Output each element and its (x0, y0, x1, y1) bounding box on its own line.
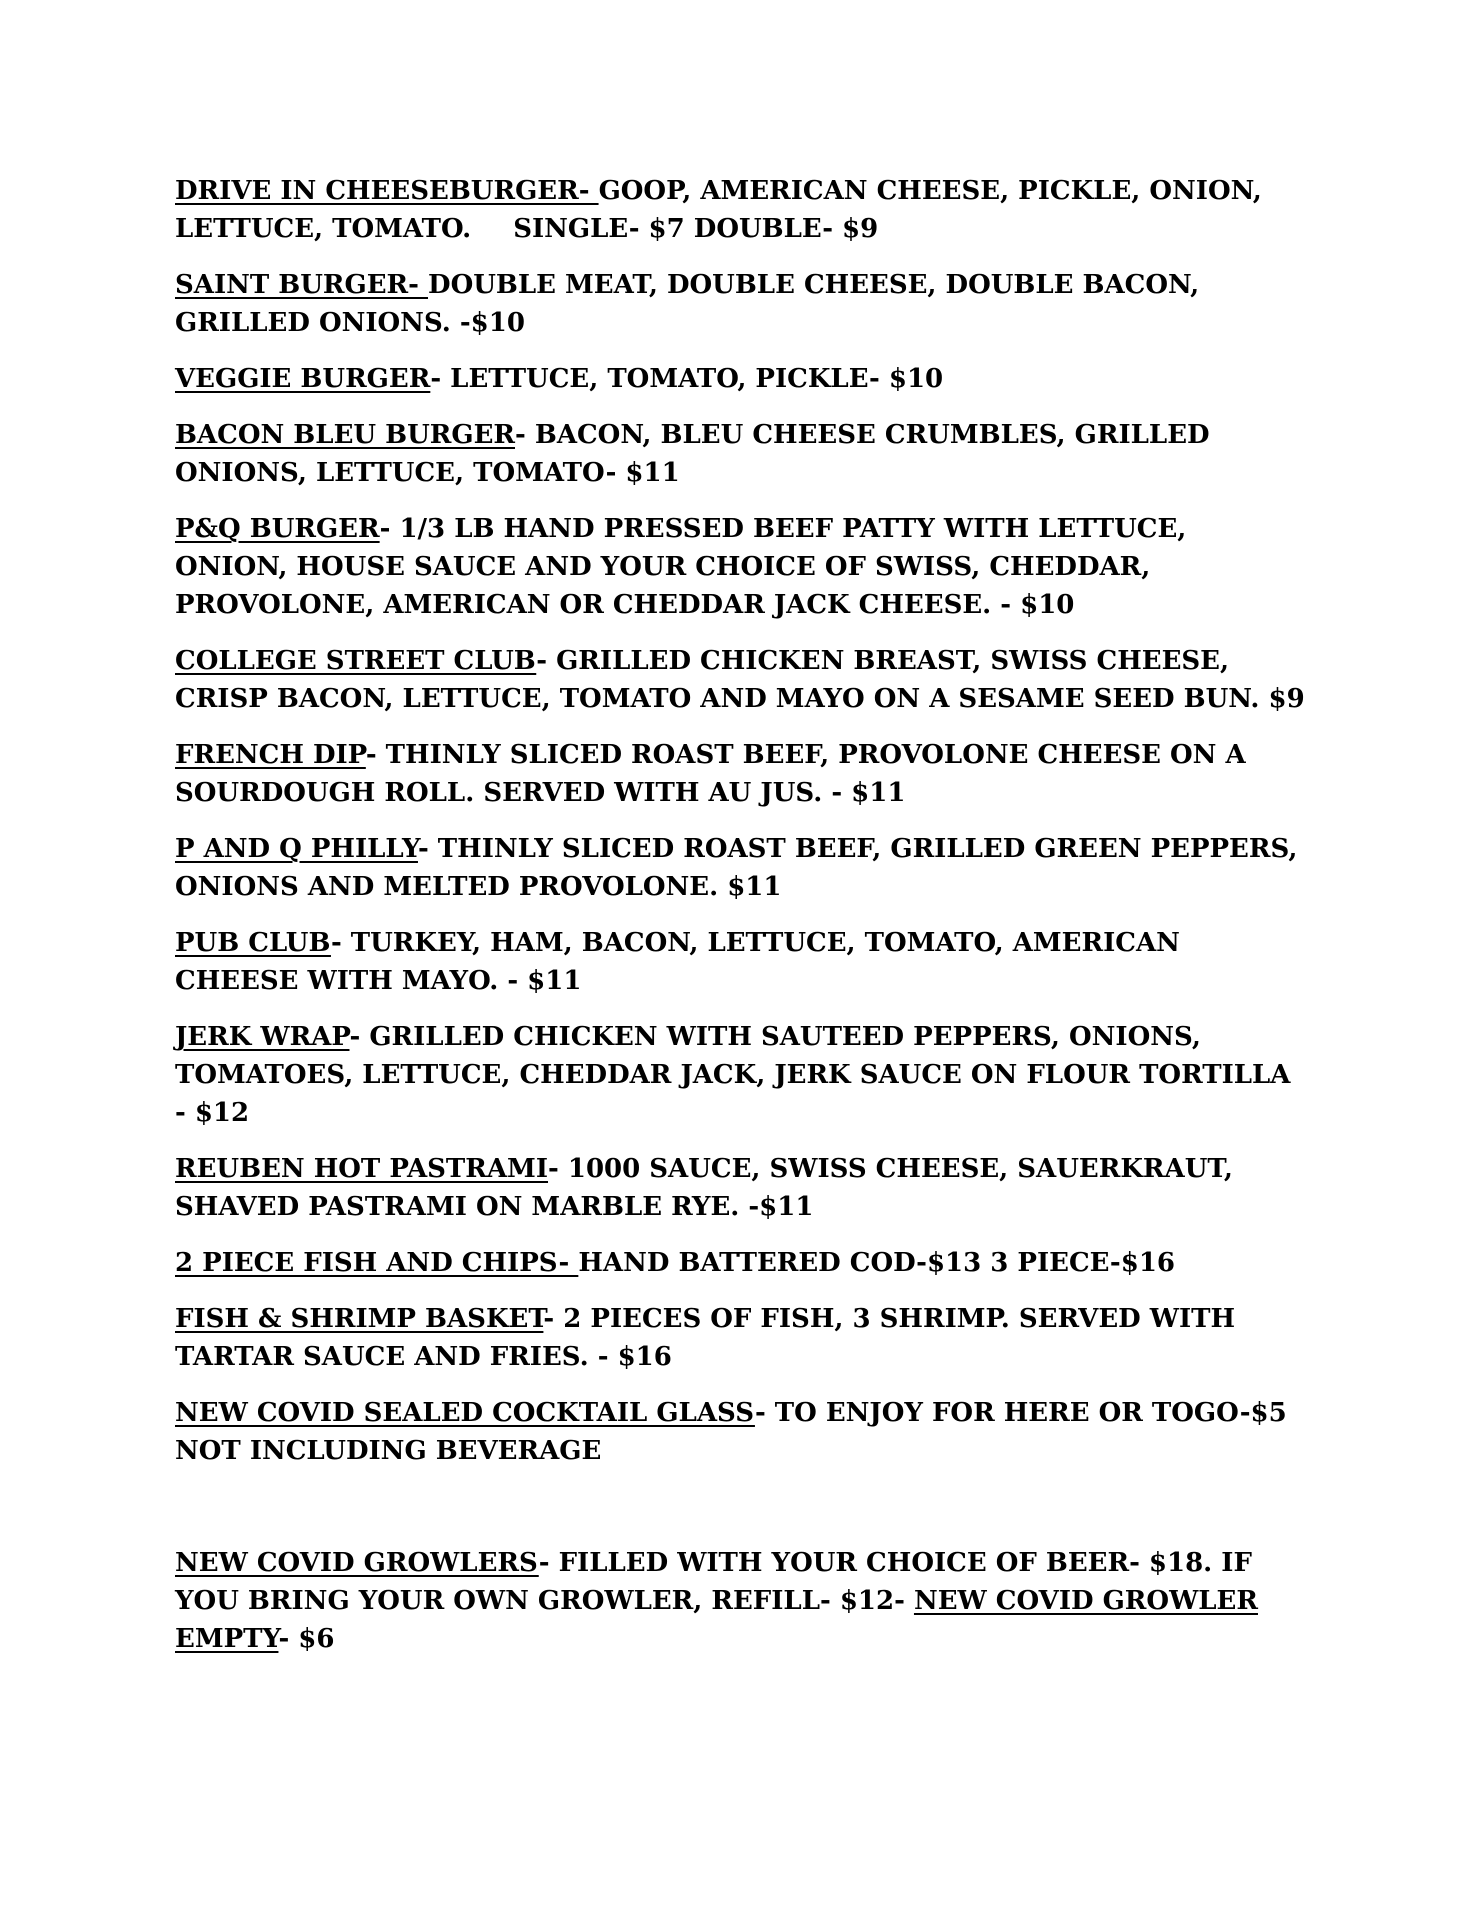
menu-item-name: VEGGIE BURGER (175, 364, 431, 394)
menu-item-covid-growlers (175, 1544, 1305, 1658)
menu-item-name: 2 PIECE FISH AND CHIPS- (175, 1248, 579, 1278)
menu-item-name: P AND Q PHILLY (175, 834, 418, 864)
menu-item-description: - 2 PIECES OF FISH, 3 SHRIMP. SERVED WITH TARTAR SAUCE AND FRIES. - $16 (175, 1304, 1236, 1372)
menu-item-pq-burger (175, 510, 1305, 624)
menu-item-jerk-wrap (175, 1018, 1305, 1132)
menu-item-description: - 1000 SAUCE, SWISS CHEESE, SAUERKRAUT, SHAVED PASTRAMI ON MARBLE RYE. -$11 (175, 1154, 1233, 1222)
menu-item-covid-cocktail-glass (175, 1394, 1305, 1470)
menu-item-drive-in-cheeseburger (175, 172, 1305, 248)
menu-item-description: - FILLED WITH YOUR CHOICE OF BEER- $18. IF YOU BRING YOUR OWN GROWLER, REFILL- $12- (175, 1548, 1252, 1616)
menu-item-college-street-club (175, 642, 1305, 718)
menu-item-description: GOOP, AMERICAN CHEESE, PICKLE, ONION, LETTUCE, TOMATO. (175, 176, 1262, 244)
menu-item-name-secondary: NEW COVID GROWLER EMPTY (175, 1586, 1258, 1654)
menu-item-pub-club (175, 924, 1305, 1000)
menu-item-description: HAND BATTERED COD-$13 3 PIECE-$16 (578, 1248, 1175, 1278)
menu-item-name: PUB CLUB (175, 928, 331, 958)
menu-item-name: REUBEN HOT PASTRAMI (175, 1154, 549, 1184)
menu-list (175, 172, 1305, 1676)
menu-item-name: FRENCH DIP (175, 740, 366, 770)
menu-item-saint-burger (175, 266, 1305, 342)
menu-item-description: - TO ENJOY FOR HERE OR TOGO-$5 NOT INCLUDING BEVERAGE (175, 1398, 1287, 1466)
menu-item-description: - GRILLED CHICKEN BREAST, SWISS CHEESE, CRISP BACON, LETTUCE, TOMATO AND MAYO ON A SESAME SEED BUN. $9 (175, 646, 1305, 714)
menu-item-fish-and-chips (175, 1244, 1305, 1282)
menu-item-description: - LETTUCE, TOMATO, PICKLE- $10 (430, 364, 944, 394)
menu-item-name: SAINT BURGER- (175, 270, 429, 300)
menu-item-description: - BACON, BLEU CHEESE CRUMBLES, GRILLED ONIONS, LETTUCE, TOMATO- $11 (175, 420, 1210, 488)
menu-item-p-and-q-philly (175, 830, 1305, 906)
menu-item-name: COLLEGE STREET CLUB (175, 646, 537, 676)
menu-item-french-dip (175, 736, 1305, 812)
menu-item-bacon-bleu-burger (175, 416, 1305, 492)
menu-item-name: JERK WRAP (175, 1022, 350, 1052)
menu-item-description: - 1/3 LB HAND PRESSED BEEF PATTY WITH LETTUCE, ONION, HOUSE SAUCE AND YOUR CHOICE OF SWISS, CHEDDAR, PROVOLONE, AMERICAN OR CHEDDAR JACK CHEESE. - $10 (175, 514, 1187, 620)
menu-item-price: SINGLE- $7 DOUBLE- $9 (513, 214, 879, 244)
menu-item-name: P&Q BURGER (175, 514, 380, 544)
menu-item-description: DOUBLE MEAT, DOUBLE CHEESE, DOUBLE BACON, GRILLED ONIONS. -$10 (175, 270, 1200, 338)
menu-item-description: - THINLY SLICED ROAST BEEF, PROVOLONE CHEESE ON A SOURDOUGH ROLL. SERVED WITH AU JUS. - $11 (175, 740, 1246, 808)
menu-item-description: - TURKEY, HAM, BACON, LETTUCE, TOMATO, AMERICAN CHEESE WITH MAYO. - $11 (175, 928, 1180, 996)
menu-item-name: NEW COVID GROWLERS (175, 1548, 539, 1578)
menu-item-veggie-burger (175, 360, 1305, 398)
menu-item-reuben-hot-pastrami (175, 1150, 1305, 1226)
menu-item-fish-shrimp-basket (175, 1300, 1305, 1376)
menu-item-name: NEW COVID SEALED COCKTAIL GLASS (175, 1398, 755, 1428)
menu-item-description: - THINLY SLICED ROAST BEEF, GRILLED GREEN PEPPERS, ONIONS AND MELTED PROVOLONE. $11 (175, 834, 1298, 902)
menu-item-name: DRIVE IN CHEESEBURGER- (175, 176, 599, 206)
menu-item-name: BACON BLEU BURGER (175, 420, 515, 450)
menu-item-description: - GRILLED CHICKEN WITH SAUTEED PEPPERS, ONIONS, TOMATOES, LETTUCE, CHEDDAR JACK, JERK SAUCE ON FLOUR TORTILLA - $12 (175, 1022, 1291, 1128)
menu-item-price: - $6 (278, 1624, 335, 1654)
menu-item-name: FISH & SHRIMP BASKET (175, 1304, 544, 1334)
